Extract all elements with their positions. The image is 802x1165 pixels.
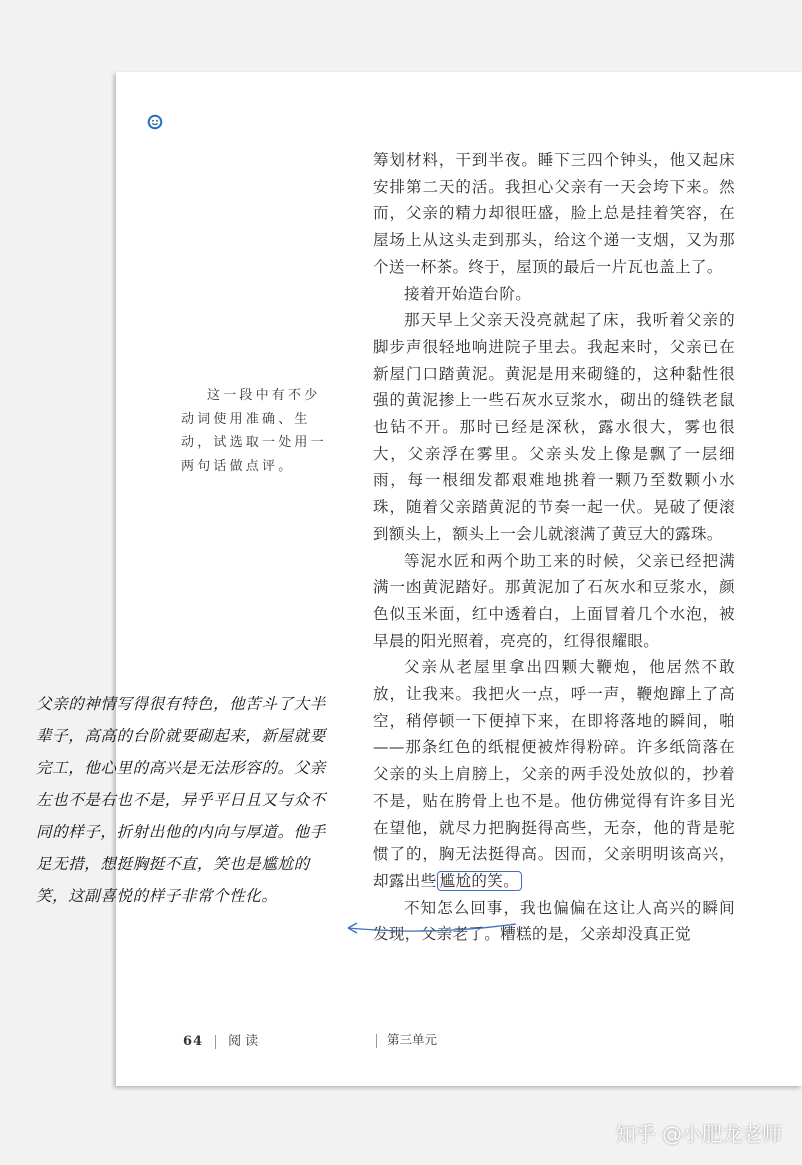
main-body-text: [373, 147, 735, 948]
paragraph-text: 父亲从老屋里拿出四颗大鞭炮，他居然不敢放，让我来。我把火一点，呼一声，鞭炮蹿上了高空，稍停顿一下便掉下来，在即将落地的瞬间，啪——那条红色的纸棍便被炸得粉碎。许多纸筒落在父亲的头上肩膀上，父亲的两手没处放似的，抄着不是，贴在胯骨上也不是。他仿佛觉得有许多目光在望他，就尽力把胸挺得高些，无奈，他的背是驼惯了的，胸无法挺得高。因而，父亲明明该高兴，却露出些: [373, 658, 735, 890]
footer-left: [183, 1030, 262, 1049]
annotation-arrow: [340, 918, 520, 938]
footer-divider: [215, 1035, 216, 1049]
body-paragraph: [373, 548, 735, 655]
paragraph-text: 接着开始造台阶。: [404, 284, 532, 303]
side-note-question: 这一段中有不少动词使用准确、生动，试选取一处用一两句话做点评。: [181, 388, 327, 474]
unit-title: 第三单元: [387, 1032, 438, 1047]
paragraph-text: 那天早上父亲天没亮就起了床，我听着父亲的脚步声很轻地响进院子里去。我起来时，父亲已在新屋门口踏黄泥。黄泥是用来砌缝的，这种黏性很强的黄泥掺上一些石灰水豆浆水，砌出的缝铁老鼠也钻不开。那时已经是深秋，露水很大，雾也很大，父亲浮在雾里。父亲头发上像是飘了一层细雨，每一根细发都艰难地挑着一颗乃至数颗小水珠，随着父亲踏黄泥的节奏一起一伏。晃破了便滚到额头上，额头上一会儿就滚满了黄豆大的露珠。: [373, 311, 735, 543]
body-paragraph: [373, 307, 735, 547]
body-paragraph: [373, 654, 735, 894]
section-title: 阅读: [228, 1034, 263, 1049]
handwritten-annotation: 父亲的神情写得很有特色，他苦斗了大半辈子，高高的台阶就要砌起来，新屋就要完工，他心里的高兴是无法形容的。父亲左也不是右也不是，异乎平日且又与众不同的样子，折射出他的内向与厚道。他手足无措，想挺胸挺不直，笑也是尴尬的笑，这副喜悦的样子非常个性化。: [36, 695, 326, 905]
page-number: 64: [183, 1034, 204, 1049]
paragraph-text: 等泥水匠和两个助工来的时候，父亲已经把满满一凼黄泥踏好。那黄泥加了石灰水和豆浆水，颜色似玉米面，红中透着白，上面冒着几个水泡，被早晨的阳光照着，亮亮的，红得很耀眼。: [373, 551, 735, 650]
body-paragraph: [373, 147, 735, 281]
footer-divider-right: [376, 1034, 377, 1048]
watermark: 知乎 @小肥龙老师: [615, 1122, 782, 1146]
paragraph-text: 筹划材料，干到半夜。睡下三四个钟头，他又起床安排第二天的活。我担心父亲有一天会垮下来。然而，父亲的精力却很旺盛，脸上总是挂着笑容，在屋场上从这头走到那头，给这个递一支烟，又为那个送一杯茶。终于，屋顶的最后一片瓦也盖上了。: [373, 151, 735, 276]
smiley-icon: [147, 114, 163, 130]
highlighted-phrase: 尴尬的笑。: [437, 871, 523, 891]
paragraph-text: 不知怎么回事，我也偏偏在这让人高兴的瞬间发现，父亲老了。糟糕的是，父亲却没真正觉: [373, 898, 735, 944]
body-paragraph: [373, 281, 735, 308]
footer-right: [376, 1030, 437, 1048]
